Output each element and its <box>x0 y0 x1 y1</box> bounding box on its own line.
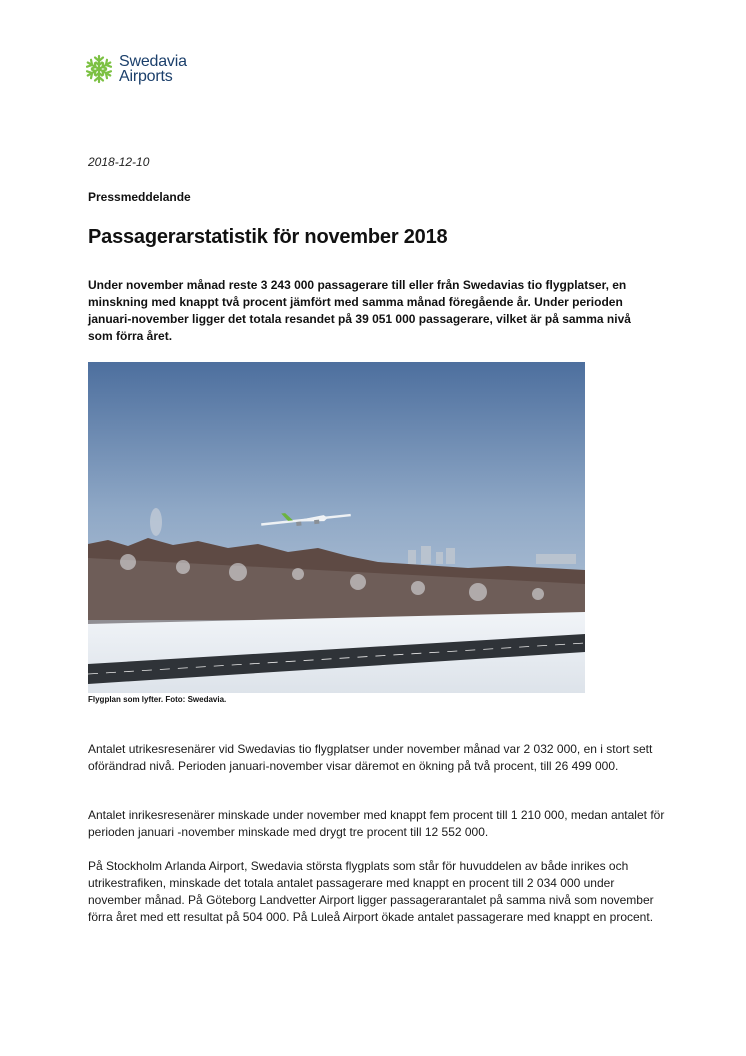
logo-line-2: Airports <box>119 68 173 85</box>
body-paragraph-3: På Stockholm Arlanda Airport, Swedavia största flygplats som står för huvuddelen av både inrikes och utrikestrafiken, minskade det totala antalet passagerare med knappt en procent till 2 034 000 under november månad. På Göteborg Landvetter Airport ligger passagerarantalet på samma nivå som november förra året med ett resultat på 504 000. På Luleå Airport ökade antalet passagerare med knappt en procent. <box>88 859 654 924</box>
body-paragraph-1: Antalet utrikesresenärer vid Swedavias tio flygplatser under november månad var 2 032 000, en i stort sett oförändrad nivå. Perioden januari-november visar däremot en ökning på två procent, till 26 499 000. <box>88 742 653 773</box>
photo-caption: Flygplan som lyfter. Foto: Swedavia. <box>88 695 227 704</box>
press-date: 2018-12-10 <box>88 155 150 169</box>
document-type: Pressmeddelande <box>88 190 191 204</box>
logo-line-1: Swedavia <box>119 53 187 70</box>
page-title: Passagerarstatistik för november 2018 <box>88 226 448 248</box>
lead-paragraph: Under november månad reste 3 243 000 passagerare till eller från Swedavias tio flygplatser, en minskning med knappt två procent jämfört med samma månad föregående år. Under perioden januari-november ligger det totala resandet på 39 051 000 passagerare, vilket är på samma nivå som förra året. <box>88 278 631 343</box>
body-paragraph-2: Antalet inrikesresenärer minskade under november med knappt fem procent till 1 210 000, medan antalet för perioden januari -november minskade med drygt tre procent till 12 552 000. <box>88 808 665 839</box>
swedavia-logo <box>84 54 187 84</box>
logo-wordmark <box>119 54 187 84</box>
airplane-takeoff-photo <box>88 362 585 693</box>
snowflake-logo-icon <box>84 54 114 84</box>
